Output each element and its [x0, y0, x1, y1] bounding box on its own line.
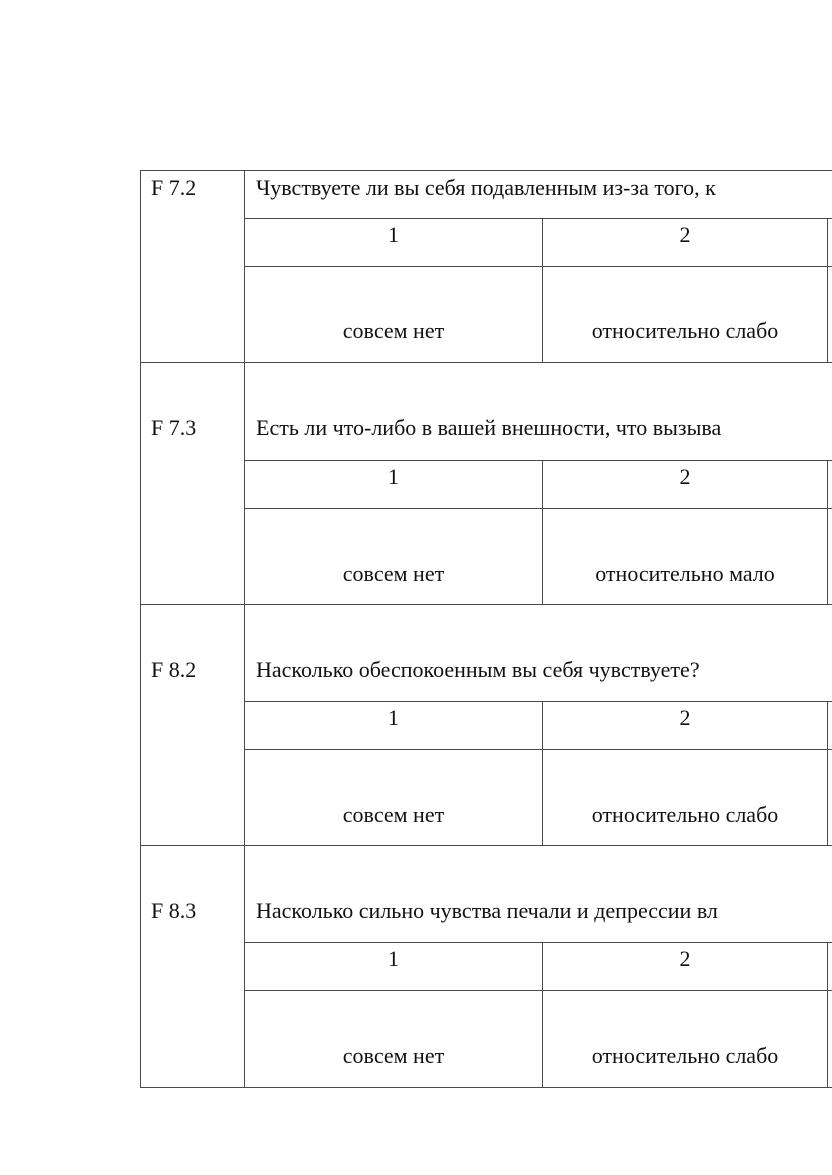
option-number: 1	[388, 705, 399, 730]
option-label: относительно мало	[595, 561, 775, 586]
row-divider	[244, 942, 832, 943]
option-label: совсем нет	[342, 802, 445, 827]
option-label: совсем нет	[342, 561, 445, 586]
option-label: относительно слабо	[591, 1043, 779, 1068]
option-label: совсем нет	[342, 1043, 445, 1068]
row-divider	[244, 508, 832, 509]
question-block	[140, 170, 832, 363]
option-number: 2	[679, 222, 691, 247]
row-divider	[244, 266, 832, 267]
row-divider	[244, 749, 832, 750]
option-divider	[827, 218, 828, 363]
option-number: 1	[388, 946, 399, 971]
option-number: 1	[388, 222, 399, 247]
question-code: F 8.2	[151, 657, 197, 682]
row-divider	[244, 701, 832, 702]
option-number: 2	[679, 464, 691, 489]
question-block	[140, 604, 832, 846]
option-divider	[827, 942, 828, 1087]
question-text: Насколько сильно чувства печали и депрессии вл	[256, 898, 718, 923]
question-text: Насколько обеспокоенным вы себя чувствуете?	[256, 657, 700, 682]
option-divider	[827, 460, 828, 605]
option-number: 2	[679, 946, 691, 971]
question-code: F 7.3	[151, 415, 197, 440]
row-divider	[244, 990, 832, 991]
option-label: относительно слабо	[591, 802, 779, 827]
option-number: 1	[388, 464, 399, 489]
question-text: Есть ли что-либо в вашей внешности, что вызыва	[256, 415, 722, 440]
option-label: совсем нет	[342, 318, 445, 343]
question-code: F 8.3	[151, 898, 197, 923]
row-divider	[244, 218, 832, 219]
question-code: F 7.2	[151, 175, 197, 200]
question-text: Чувствуете ли вы себя подавленным из-за того, к	[256, 175, 716, 200]
option-number: 2	[679, 705, 691, 730]
question-block	[140, 845, 832, 1088]
option-label: относительно слабо	[591, 318, 779, 343]
row-divider	[244, 460, 832, 461]
question-block	[140, 362, 832, 605]
option-divider	[827, 701, 828, 846]
